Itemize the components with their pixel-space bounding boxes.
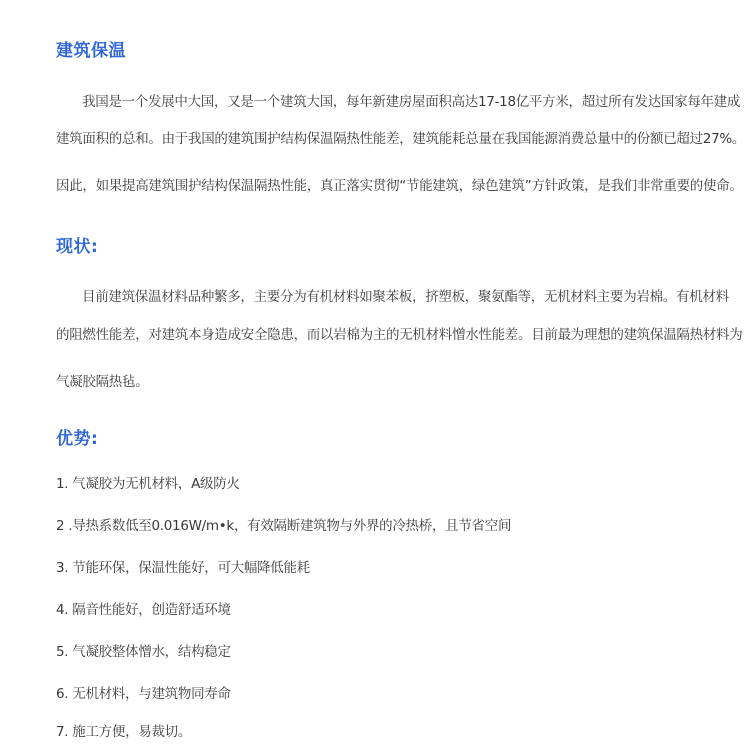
paragraph-line: 目前建筑保温材料品种繁多，主要分为有机材料如聚苯板，挤塑板，聚氨酯等，无机材料主要为岩棉。有机材料 <box>82 289 729 305</box>
list-item: 6. 无机材料，与建筑物同寿命 <box>56 686 231 702</box>
list-item: 1. 气凝胶为无机材料，A级防火 <box>56 476 240 492</box>
list-item: 3. 节能环保，保温性能好，可大幅降低能耗 <box>56 560 310 576</box>
paragraph-line: 气凝胶隔热毡。 <box>56 374 149 390</box>
section-title-status: 现状: <box>56 237 99 257</box>
list-item: 7. 施工方便，易裁切。 <box>56 724 192 740</box>
list-item: 2 .导热系数低至0.016W/m•k，有效隔断建筑物与外界的冷热桥，且节省空间 <box>56 518 512 534</box>
section-title-insulation: 建筑保温 <box>56 41 126 61</box>
list-item: 5. 气凝胶整体憎水，结构稳定 <box>56 644 231 660</box>
section-title-advantages: 优势: <box>56 429 99 449</box>
paragraph-line: 的阻燃性能差，对建筑本身造成安全隐患，而以岩棉为主的无机材料憎水性能差。目前最为理想的建筑保温隔热材料为 <box>56 327 743 343</box>
paragraph-line: 我国是一个发展中大国，又是一个建筑大国，每年新建房屋面积高达17-18亿平方米，超过所有发达国家每年建成 <box>82 94 741 110</box>
paragraph-line: 建筑面积的总和。由于我国的建筑围护结构保温隔热性能差，建筑能耗总量在我国能源消费总量中的份额已超过27%。 <box>56 131 746 147</box>
list-item: 4. 隔音性能好，创造舒适环境 <box>56 602 231 618</box>
paragraph-line: 因此，如果提高建筑围护结构保温隔热性能，真正落实贯彻“节能建筑，绿色建筑”方针政策，是我们非常重要的使命。 <box>56 178 743 194</box>
